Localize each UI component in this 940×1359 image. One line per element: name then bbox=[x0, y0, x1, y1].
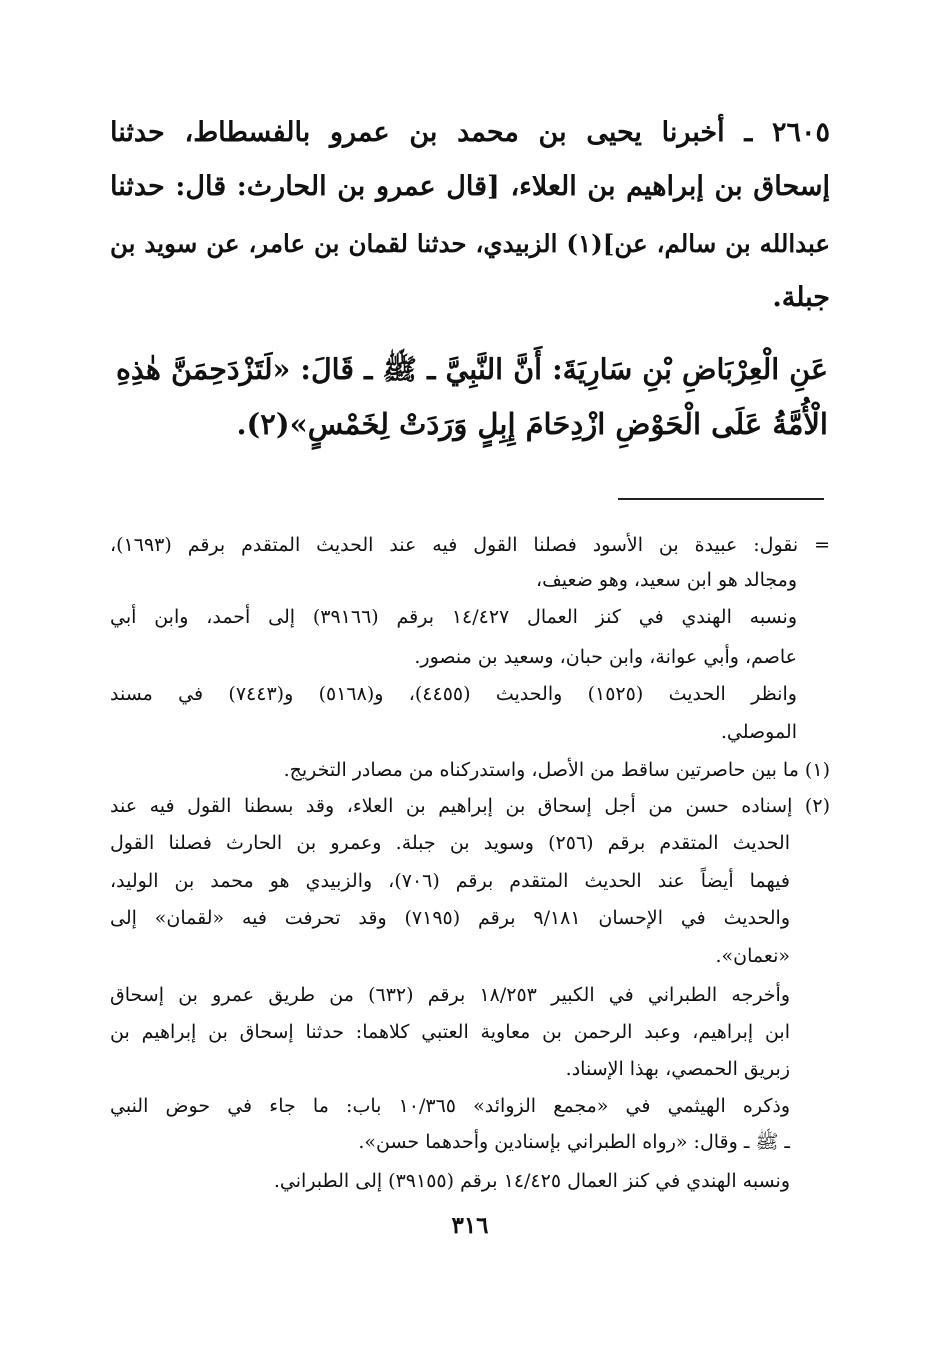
footnote-2-line: ـ ﷺ ـ وقال: «رواه الطبراني بإسنادين وأحدهما حسن». bbox=[358, 1131, 790, 1153]
footnote-2-line: وأخرجه الطبراني في الكبير ١٨/٢٥٣ برقم (٦٣٢) من طريق عمرو بن إسحاق bbox=[110, 984, 790, 1006]
footnote-line: عاصم، وأبي عوانة، وابن حبان، وسعيد بن منصور. bbox=[414, 646, 797, 668]
footnote-2-line: الحديث المتقدم برقم (٢٥٦) وسويد بن جبلة. وعمرو بن الحارث فصلنا القول bbox=[110, 832, 790, 854]
footnote-1: (١) ما بين حاصرتين ساقط من الأصل، واستدركناه من مصادر التخريج. bbox=[283, 759, 830, 781]
footnote-2-line: «نعمان». bbox=[715, 945, 790, 967]
footnote-line: ومجالد هو ابن سعيد، وهو ضعيف، bbox=[536, 569, 797, 591]
footnote-2-line: فيهما أيضاً عند الحديث المتقدم برقم (٧٠٦)، والزبيدي هو محمد بن الوليد، bbox=[110, 870, 790, 892]
page-number: ٣١٦ bbox=[451, 1212, 489, 1239]
footnote-separator bbox=[618, 498, 824, 500]
footnote-2-line: وذكره الهيثمي في «مجمع الزوائد» ١٠/٣٦٥ باب: ما جاء في حوض النبي bbox=[110, 1095, 791, 1117]
main-text-line: عبدالله بن سالم، عن](١) الزبيدي، حدثنا لقمان بن عامر، عن سويد بن bbox=[110, 229, 830, 258]
footnote-line: ونسبه الهندي في كنز العمال ١٤/٤٢٧ برقم (٣٩١٦٦) إلى أحمد، وابن أبي bbox=[110, 606, 797, 628]
hadith-line: عَنِ الْعِرْبَاضِ بْنِ سَارِيَةَ: أَنَّ النَّبِيَّ ـ ﷺ ـ قَالَ: «لَتَزْدَحِمَنَّ هٰذِهِ bbox=[116, 352, 828, 386]
footnote-2-line: ابن إبراهيم، وعبد الرحمن بن معاوية العتبي كلاهما: حدثنا إسحاق بن إبراهيم بن bbox=[110, 1021, 790, 1043]
footnote-line: الموصلي. bbox=[720, 721, 797, 743]
main-text-line: جبلة. bbox=[772, 282, 830, 313]
main-text-line: ٢٦٠٥ ـ أخبرنا يحيى بن محمد بن عمرو بالفسطاط، حدثنا bbox=[110, 117, 830, 148]
footnote-2-line: والحديث في الإحسان ٩/١٨١ برقم (٧١٩٥) وقد تحرفت فيه «لقمان» إلى bbox=[110, 907, 791, 929]
footnote-line: = نقول: عبيدة بن الأسود فصلنا القول فيه عند الحديث المتقدم برقم (١٦٩٣)، bbox=[110, 534, 830, 556]
footnote-2-line: ونسبه الهندي في كنز العمال ١٤/٤٢٥ برقم (٣٩١٥٥) إلى الطبراني. bbox=[273, 1170, 790, 1192]
footnote-line: وانظر الحديث (١٥٢٥) والحديث (٤٤٥٥)، و(٥١٦٨) و(٧٤٤٣) في مسند bbox=[110, 683, 797, 705]
footnote-2-line: (٢) إسناده حسن من أجل إسحاق بن إبراهيم بن العلاء، وقد بسطنا القول فيه عند bbox=[110, 795, 830, 817]
footnote-2-line: زبريق الحمصي، بهذا الإسناد. bbox=[565, 1058, 790, 1080]
main-text-line: إسحاق بن إبراهيم بن العلاء، [قال عمرو بن الحارث: قال: حدثنا bbox=[110, 171, 830, 202]
hadith-line: الْأُمَّةُ عَلَى الْحَوْضِ ازْدِحَامَ إِبِلٍ وَرَدَتْ لِخَمْسٍ»(٢). bbox=[236, 407, 828, 441]
